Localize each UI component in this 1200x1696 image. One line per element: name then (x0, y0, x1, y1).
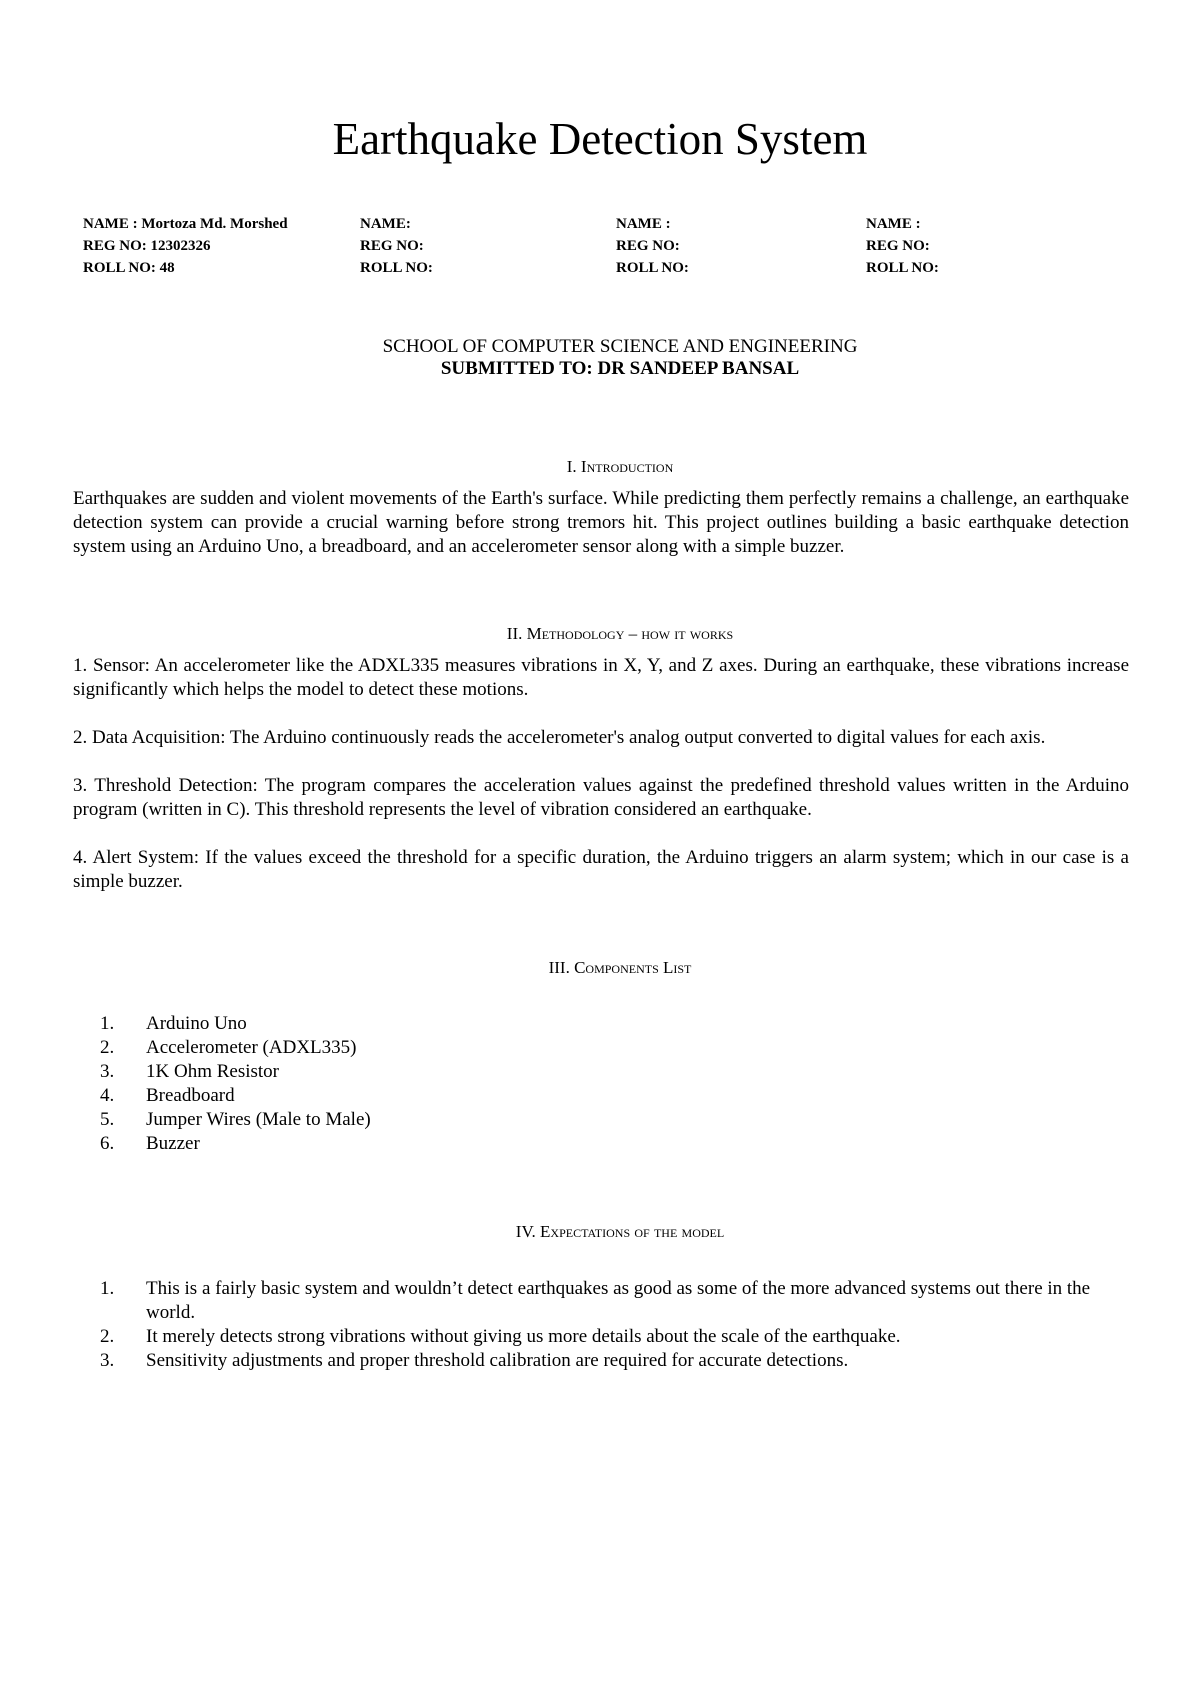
school-name: SCHOOL OF COMPUTER SCIENCE AND ENGINEERING (382, 336, 858, 357)
list-item: 5. Jumper Wires (Male to Male) (100, 1109, 371, 1130)
section-heading-components: III. Components List (548, 958, 692, 977)
document-title: Earthquake Detection System (332, 114, 868, 164)
expectations-list (100, 1277, 1130, 1373)
section-heading-expectations: IV. Expectations of the model (515, 1222, 725, 1241)
author-roll-no: ROLL NO: (360, 260, 433, 276)
section-heading-methodology: II. Methodology – how it works (506, 624, 734, 643)
methodology-item: 1. Sensor: An accelerometer like the ADXL335 measures vibrations in X, Y, and Z axes. During an earthquake, these vibrations increase significantly which helps the model to detect these motions. (73, 655, 1129, 700)
author-block-3 (616, 213, 689, 279)
author-reg-no: REG NO: (360, 238, 424, 254)
section-heading-introduction: I. Introduction (566, 457, 674, 476)
author-name: NAME : Mortoza Md. Morshed (83, 216, 288, 232)
list-item: 6. Buzzer (100, 1133, 200, 1154)
author-roll-no: ROLL NO: (866, 260, 939, 276)
list-item: 2. Accelerometer (ADXL335) (100, 1037, 357, 1058)
author-block-2 (360, 213, 433, 279)
author-name: NAME : (866, 216, 921, 232)
list-item: 3. Sensitivity adjustments and proper threshold calibration are required for accurate detections. (100, 1350, 849, 1371)
list-item: 4. Breadboard (100, 1085, 235, 1106)
methodology-item: 4. Alert System: If the values exceed the threshold for a specific duration, the Arduino triggers an alarm system; which in our case is a simple buzzer. (73, 847, 1129, 892)
author-block-4 (866, 213, 939, 279)
author-roll-no: ROLL NO: (616, 260, 689, 276)
methodology-item: 2. Data Acquisition: The Arduino continuously reads the accelerometer's analog output converted to digital values for each axis. (73, 727, 1046, 748)
introduction-paragraph: Earthquakes are sudden and violent movements of the Earth's surface. While predicting them perfectly remains a challenge, an earthquake detection system can provide a crucial warning before strong tremors hit. This project outlines building a basic earthquake detection system using an Arduino Uno, a breadboard, and an accelerometer sensor along with a simple buzzer. (73, 488, 1129, 557)
author-block-1 (83, 213, 288, 279)
author-roll-no: ROLL NO: 48 (83, 260, 175, 276)
author-name: NAME : (616, 216, 671, 232)
author-name: NAME: (360, 216, 411, 232)
components-list (100, 1012, 1130, 1156)
author-reg-no: REG NO: (616, 238, 680, 254)
list-item: 2. It merely detects strong vibrations without giving us more details about the scale of the earthquake. (100, 1326, 901, 1347)
list-item: 3. 1K Ohm Resistor (100, 1061, 279, 1082)
methodology-item: 3. Threshold Detection: The program compares the acceleration values against the predefined threshold values written in the Arduino program (written in C). This threshold represents the level of vibration considered an earthquake. (73, 775, 1129, 820)
author-reg-no: REG NO: 12302326 (83, 238, 211, 254)
list-item: 1. Arduino Uno (100, 1013, 247, 1034)
list-item: 1. This is a fairly basic system and wouldn’t detect earthquakes as good as some of the more advanced systems out there in the world. (100, 1278, 1091, 1323)
author-reg-no: REG NO: (866, 238, 930, 254)
submitted-to: SUBMITTED TO: DR SANDEEP BANSAL (440, 358, 800, 379)
